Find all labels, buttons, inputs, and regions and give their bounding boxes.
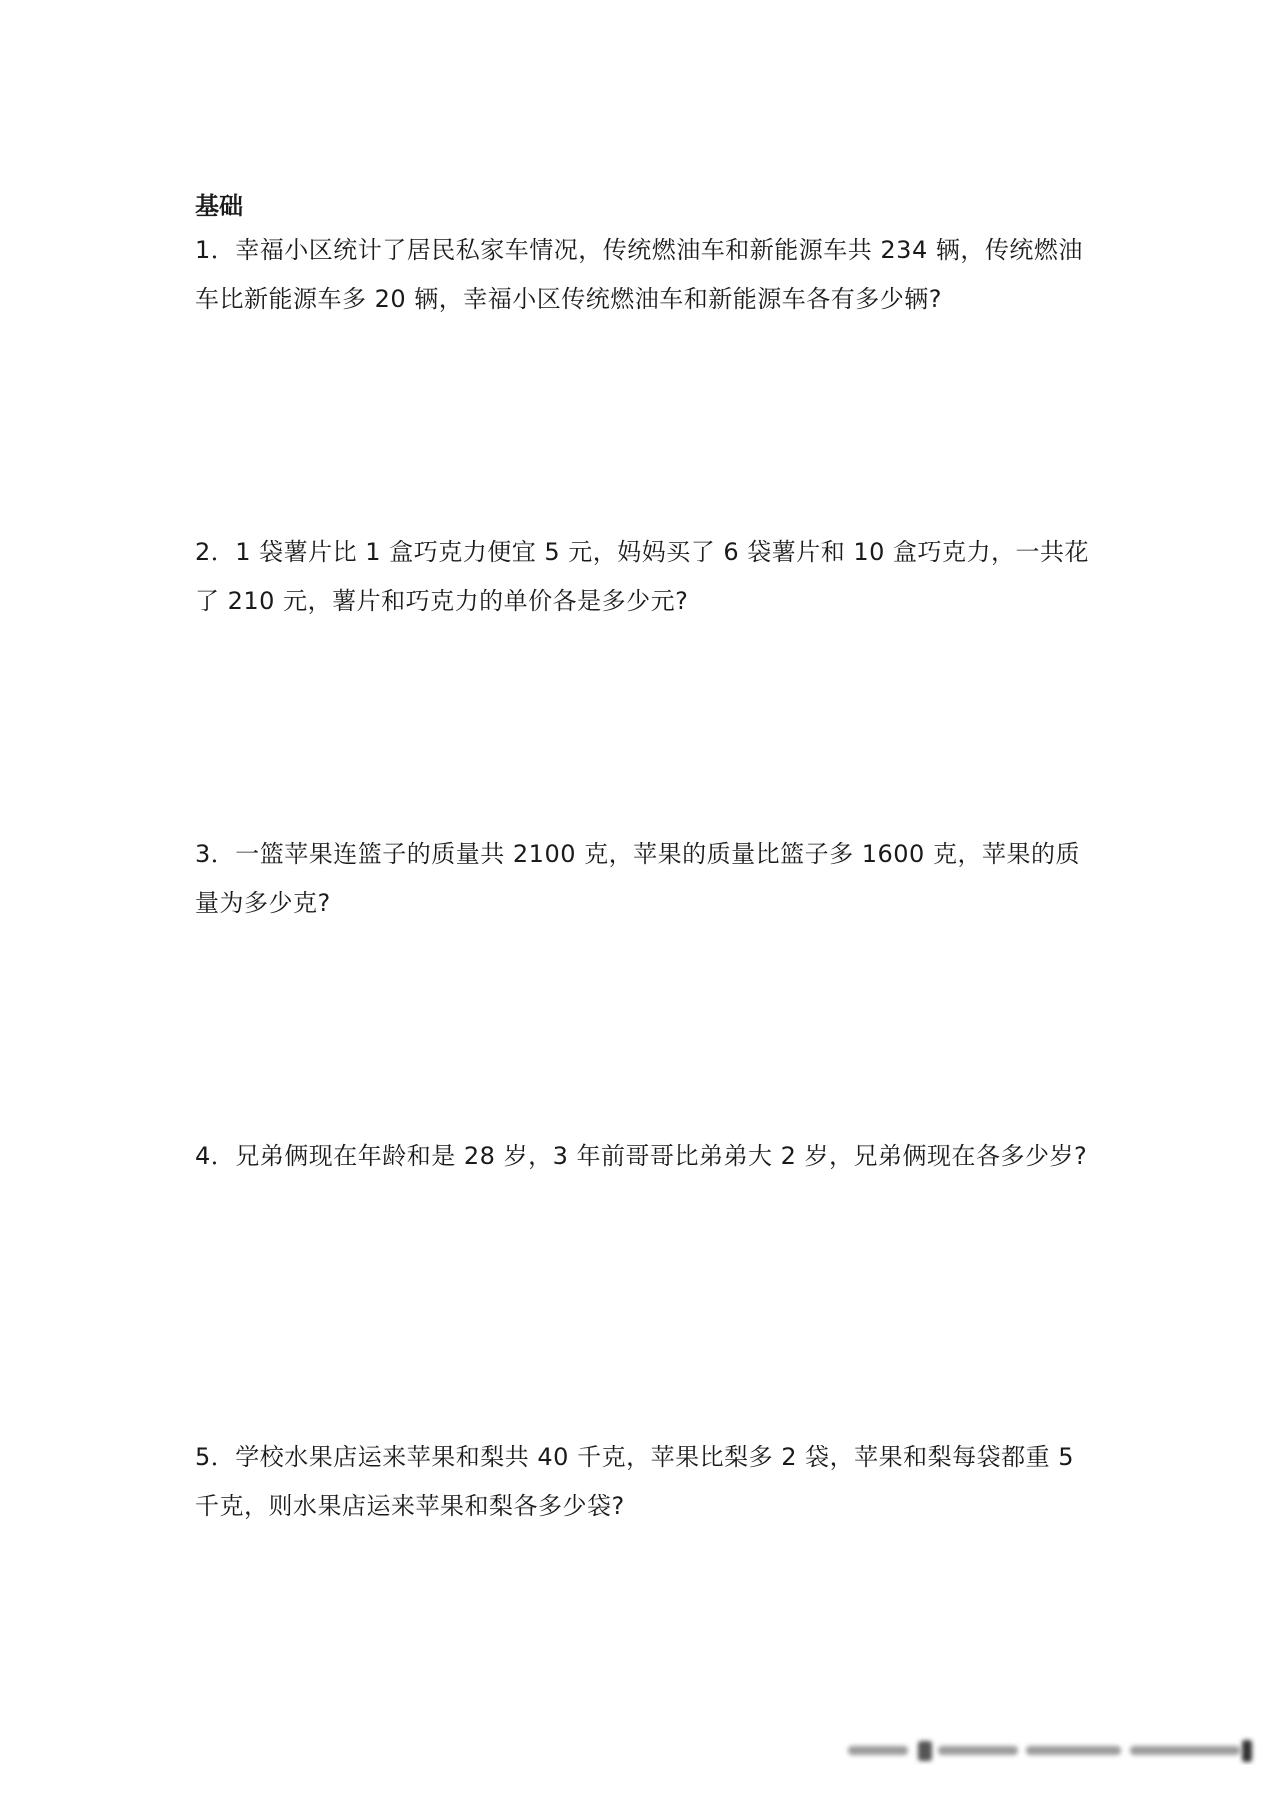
- question-5: [195, 1433, 1095, 1531]
- question-number: 3．: [195, 840, 236, 868]
- question-text: 一篮苹果连篮子的质量共 2100 克，苹果的质量比篮子多 1600 克，苹果的质量为多少克?: [195, 840, 1080, 917]
- question-number: 4．: [195, 1142, 236, 1170]
- question-number: 1．: [195, 236, 236, 264]
- question-text: 1 袋薯片比 1 盒巧克力便宜 5 元，妈妈买了 6 袋薯片和 10 盒巧克力，一共花了 210 元，薯片和巧克力的单价各是多少元?: [195, 538, 1090, 615]
- question-3: [195, 830, 1095, 928]
- question-text: 兄弟俩现在年龄和是 28 岁，3 年前哥哥比弟弟大 2 岁，兄弟俩现在各多少岁?: [235, 1142, 1088, 1170]
- question-4: [195, 1132, 1095, 1181]
- blurred-watermark: [838, 1735, 1258, 1765]
- question-number: 2．: [195, 538, 236, 566]
- question-2: [195, 528, 1095, 626]
- question-1: [195, 226, 1095, 324]
- question-number: 5．: [195, 1443, 236, 1471]
- section-title: 基础: [195, 192, 243, 220]
- question-text: 幸福小区统计了居民私家车情况，传统燃油车和新能源车共 234 辆，传统燃油车比新能源车多 20 辆，幸福小区传统燃油车和新能源车各有多少辆?: [195, 236, 1083, 313]
- question-text: 学校水果店运来苹果和梨共 40 千克，苹果比梨多 2 袋，苹果和梨每袋都重 5 千克，则水果店运来苹果和梨各多少袋?: [195, 1443, 1075, 1520]
